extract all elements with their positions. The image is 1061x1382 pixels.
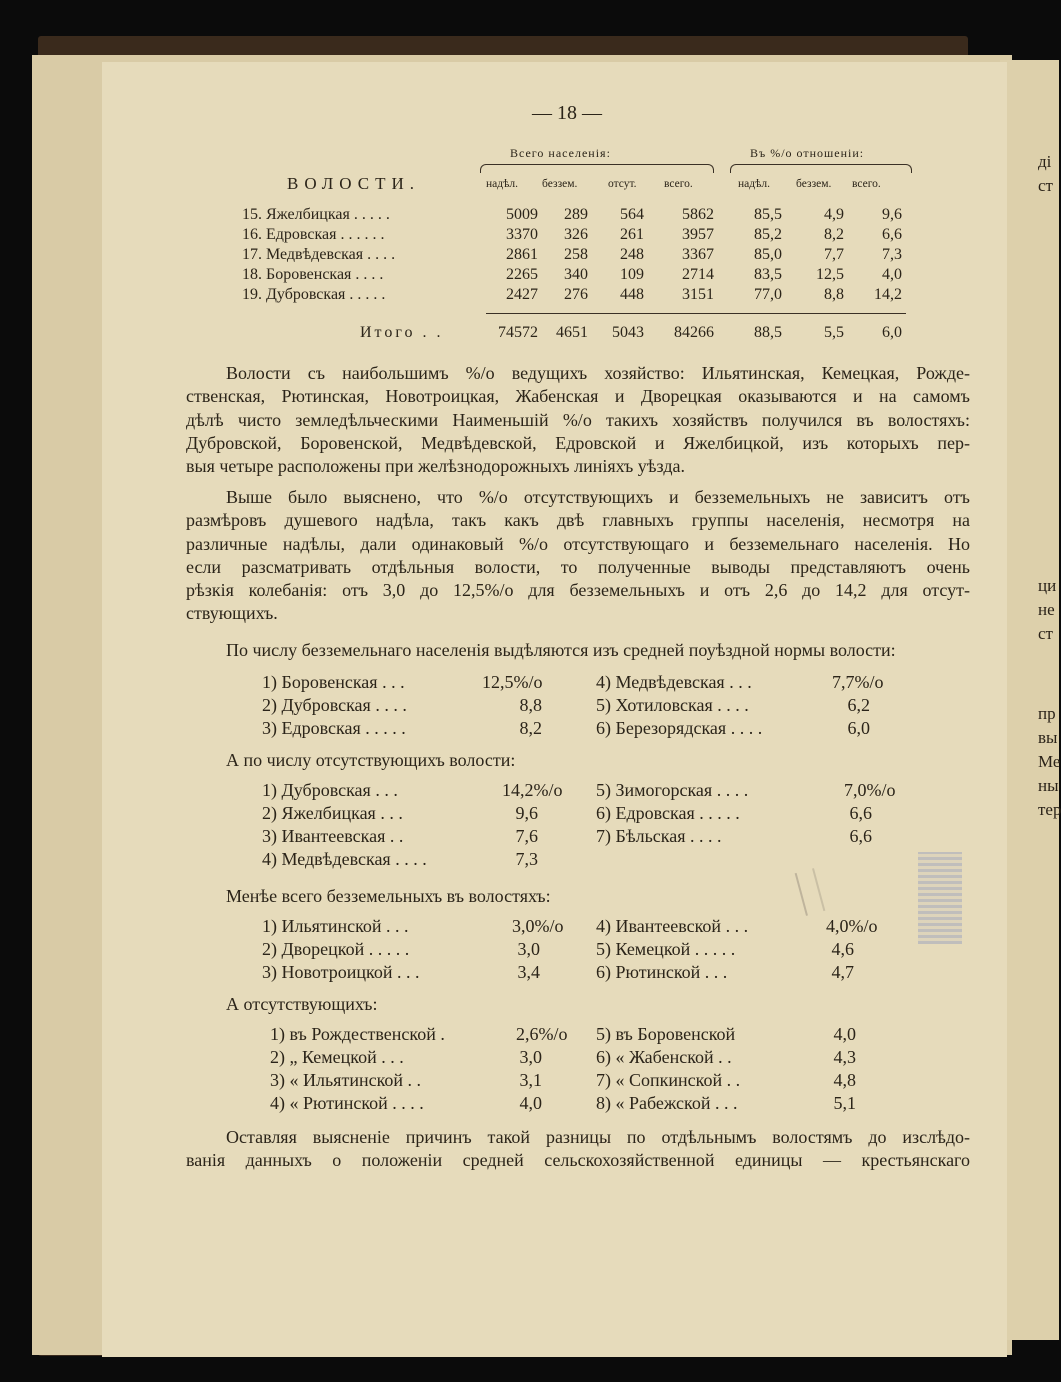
column-header: отсут. (608, 178, 637, 190)
cell: 248 (620, 246, 644, 263)
list-value: 8,8 (519, 695, 542, 715)
list-item: 5) Хотиловская . . . . (596, 695, 749, 715)
cell: 258 (564, 246, 588, 263)
cell: 7,7 (824, 246, 844, 263)
list-item: 4) Медвѣдевская . . . . (262, 849, 427, 869)
list-value: 6,0 (847, 718, 870, 738)
text-line: ственская, Рютинская, Новотроицкая, Жабенская и Дворецкая оказываются и на самомъ (186, 386, 970, 407)
facing-fragment: вы (1038, 728, 1058, 747)
list-value: 12,5%/o (482, 672, 543, 692)
list-item: 3) Новотроицкой . . . (262, 962, 420, 982)
list-item: 6) Едровская . . . . . (596, 803, 740, 823)
header-brace (730, 164, 912, 173)
cell: 261 (620, 226, 644, 243)
page-number: — 18 — (532, 102, 602, 124)
list-item: 4) Ивантеевской . . . (596, 916, 749, 936)
text-line: выя четыре расположены при желѣзнодорожныхъ линіяхъ уѣзда. (186, 456, 685, 477)
section-title: А отсутствующихъ: (226, 994, 378, 1014)
list-value: 4,0 (519, 1093, 542, 1113)
column-header: всего. (664, 178, 693, 190)
list-item: 5) Зимогорская . . . . (596, 780, 749, 800)
cell: 4,0 (882, 266, 902, 283)
pencil-mark (795, 868, 826, 916)
cell: 8,2 (824, 226, 844, 243)
facing-fragment: не (1038, 600, 1055, 619)
facing-fragment: ст (1038, 624, 1053, 643)
text-line: ствующихъ. (186, 603, 278, 624)
list-item: 1) Боровенская . . . (262, 672, 405, 692)
list-value: 6,2 (847, 695, 870, 715)
facing-page (1000, 60, 1059, 1340)
list-value: 4,8 (833, 1070, 856, 1090)
list-value: 4,7 (831, 962, 854, 982)
cell: 5,5 (824, 324, 844, 341)
list-value: 6,6 (849, 803, 872, 823)
facing-fragment: ци (1038, 576, 1057, 595)
book-page (102, 62, 1007, 1357)
list-value: 3,4 (517, 962, 540, 982)
list-item: 8) « Рабежской . . . (596, 1093, 738, 1113)
list-item: 3) Едровская . . . . . (262, 718, 406, 738)
cell: 85,0 (754, 246, 782, 263)
list-item: 2) Яжелбицкая . . . (262, 803, 403, 823)
list-value: 3,0%/o (512, 916, 564, 936)
row-label: 17. Медвѣдевская . . . . (242, 246, 396, 263)
list-item: 5) въ Боровенской (596, 1024, 736, 1044)
list-item: 4) Медвѣдевская . . . (596, 672, 752, 692)
text-line: ванія данныхъ о положеніи средней сельскохозяйственной единицы — крестьянскаго (186, 1150, 970, 1171)
cell: 109 (620, 266, 644, 283)
column-header: беззем. (796, 178, 832, 190)
text-line: дѣлѣ чисто земледѣльческими Наименьшій %/o такихъ хозяйствъ получился въ волостяхъ: (186, 409, 970, 430)
cell: 5009 (506, 206, 538, 223)
cell: 326 (564, 226, 588, 243)
cell: 74572 (498, 324, 538, 341)
cell: 9,6 (882, 206, 902, 223)
cell: 8,8 (824, 286, 844, 303)
cell: 12,5 (816, 266, 844, 283)
volosti-column-header: ВОЛОСТИ. (287, 174, 421, 193)
section-title: По числу безземельнаго населенія выдѣляются изъ средней поуѣздной нормы волости: (226, 640, 896, 660)
text-line: размѣровъ душевого надѣла, такъ какъ двѣ главныхъ группы населенія, несмотря на (186, 510, 970, 531)
table-group-header-percent: Въ %/o отношеніи: (750, 146, 865, 160)
list-value: 4,6 (831, 939, 854, 959)
column-header: надѣл. (486, 178, 518, 190)
facing-fragment: ны (1038, 776, 1059, 795)
list-value: 3,1 (519, 1070, 542, 1090)
cell: 4,9 (824, 206, 844, 223)
column-header: надѣл. (738, 178, 770, 190)
list-value: 4,0%/o (826, 916, 878, 936)
row-label: 15. Яжелбицкая . . . . . (242, 206, 390, 223)
list-value: 4,0 (833, 1024, 856, 1044)
list-item: 6) « Жабенской . . (596, 1047, 732, 1067)
text-line: Волости съ наибольшимъ %/o ведущихъ хозяйство: Ильятинская, Кемецкая, Рожде- (226, 363, 970, 383)
facing-fragment: ді (1038, 152, 1052, 171)
cell: 84266 (674, 324, 714, 341)
list-item: 6) Рютинской . . . (596, 962, 728, 982)
total-label: Итого . . (360, 324, 444, 341)
cell: 6,0 (882, 324, 902, 341)
text-line: Дубровской, Боровенской, Медвѣдевской, Едровской и Яжелбицкой, изъ которыхъ пер- (186, 432, 970, 453)
cell: 77,0 (754, 286, 782, 303)
list-value: 7,6 (515, 826, 538, 846)
list-item: 3) « Ильятинской . . (270, 1070, 422, 1090)
library-stamp (918, 852, 962, 944)
cell: 289 (564, 206, 588, 223)
cell: 276 (564, 286, 588, 303)
list-item: 1) Дубровская . . . (262, 780, 398, 800)
cell: 5862 (682, 206, 714, 223)
section-title: А по числу отсутствующихъ волости: (226, 750, 516, 770)
facing-fragment: тер (1038, 800, 1061, 819)
column-header: всего. (852, 178, 881, 190)
cell: 2265 (506, 266, 538, 283)
cell: 2861 (506, 246, 538, 263)
cell: 85,5 (754, 206, 782, 223)
text-line: Выше было выяснено, что %/o отсутствующихъ и безземельныхъ не зависитъ отъ (226, 487, 970, 507)
cell: 14,2 (874, 286, 902, 303)
row-label: 16. Едровская . . . . . . (242, 226, 385, 243)
cell: 85,2 (754, 226, 782, 243)
cell: 3370 (506, 226, 538, 243)
text-line: Оставляя выясненіе причинъ такой разницы по отдѣльнымъ волостямъ до изслѣдо- (226, 1127, 970, 1147)
row-label: 18. Боровенская . . . . (242, 266, 384, 283)
cell: 3151 (682, 286, 714, 303)
text-line: если разсматривать отдѣльныя волости, то полученные выводы представляютъ очень (186, 556, 970, 577)
list-item: 4) « Рютинской . . . . (270, 1093, 424, 1113)
list-value: 6,6 (849, 826, 872, 846)
list-item: 1) въ Рождественской . (270, 1024, 445, 1044)
text-line: рѣзкія колебанія: отъ 3,0 до 12,5%/o для безземельныхъ и отъ 2,6 до 14,2 для отсут- (186, 580, 970, 601)
cell: 2714 (682, 266, 714, 283)
section-title: Менѣе всего безземельныхъ въ волостяхъ: (226, 886, 551, 906)
list-value: 14,2%/o (502, 780, 563, 800)
cell: 4651 (556, 324, 588, 341)
list-value: 9,6 (515, 803, 538, 823)
list-item: 2) Дубровская . . . . (262, 695, 407, 715)
list-item: 3) Ивантеевская . . (262, 826, 404, 846)
list-item: 6) Березорядская . . . . (596, 718, 763, 738)
paragraph (186, 362, 970, 478)
list-value: 3,0 (519, 1047, 542, 1067)
paragraph (186, 1126, 970, 1173)
list-item: 2) „ Кемецкой . . . (270, 1047, 404, 1067)
table-group-header-population: Всего населенія: (510, 146, 611, 160)
cell: 6,6 (882, 226, 902, 243)
list-item: 2) Дворецкой . . . . . (262, 939, 410, 959)
list-value: 7,0%/o (844, 780, 896, 800)
header-brace (480, 164, 714, 173)
list-value: 2,6%/o (516, 1024, 568, 1044)
cell: 3367 (682, 246, 714, 263)
list-value: 7,7%/o (832, 672, 884, 692)
facing-fragment: ст (1038, 176, 1053, 195)
facing-fragment: пр (1038, 704, 1056, 723)
cell: 83,5 (754, 266, 782, 283)
list-value: 5,1 (833, 1093, 856, 1113)
row-label: 19. Дубровская . . . . . (242, 286, 386, 303)
cell: 340 (564, 266, 588, 283)
cell: 5043 (612, 324, 644, 341)
cell: 564 (620, 206, 644, 223)
paragraph (186, 486, 970, 626)
column-header: беззем. (542, 178, 578, 190)
text-line: различные надѣлы, дали одинаковый %/o отсутствующаго и безземельнаго населенія. Но (186, 533, 970, 554)
cell: 88,5 (754, 324, 782, 341)
list-value: 3,0 (517, 939, 540, 959)
list-item: 7) « Сопкинской . . (596, 1070, 741, 1090)
cell: 2427 (506, 286, 538, 303)
cell: 3957 (682, 226, 714, 243)
cell: 448 (620, 286, 644, 303)
list-value: 8,2 (519, 718, 542, 738)
list-value: 7,3 (515, 849, 538, 869)
list-value: 4,3 (833, 1047, 856, 1067)
facing-fragment: Ме (1038, 752, 1061, 771)
list-item: 1) Ильятинской . . . (262, 916, 409, 936)
list-item: 7) Бѣльская . . . . (596, 826, 722, 846)
list-item: 5) Кемецкой . . . . . (596, 939, 736, 959)
total-rule (486, 313, 906, 314)
cell: 7,3 (882, 246, 902, 263)
